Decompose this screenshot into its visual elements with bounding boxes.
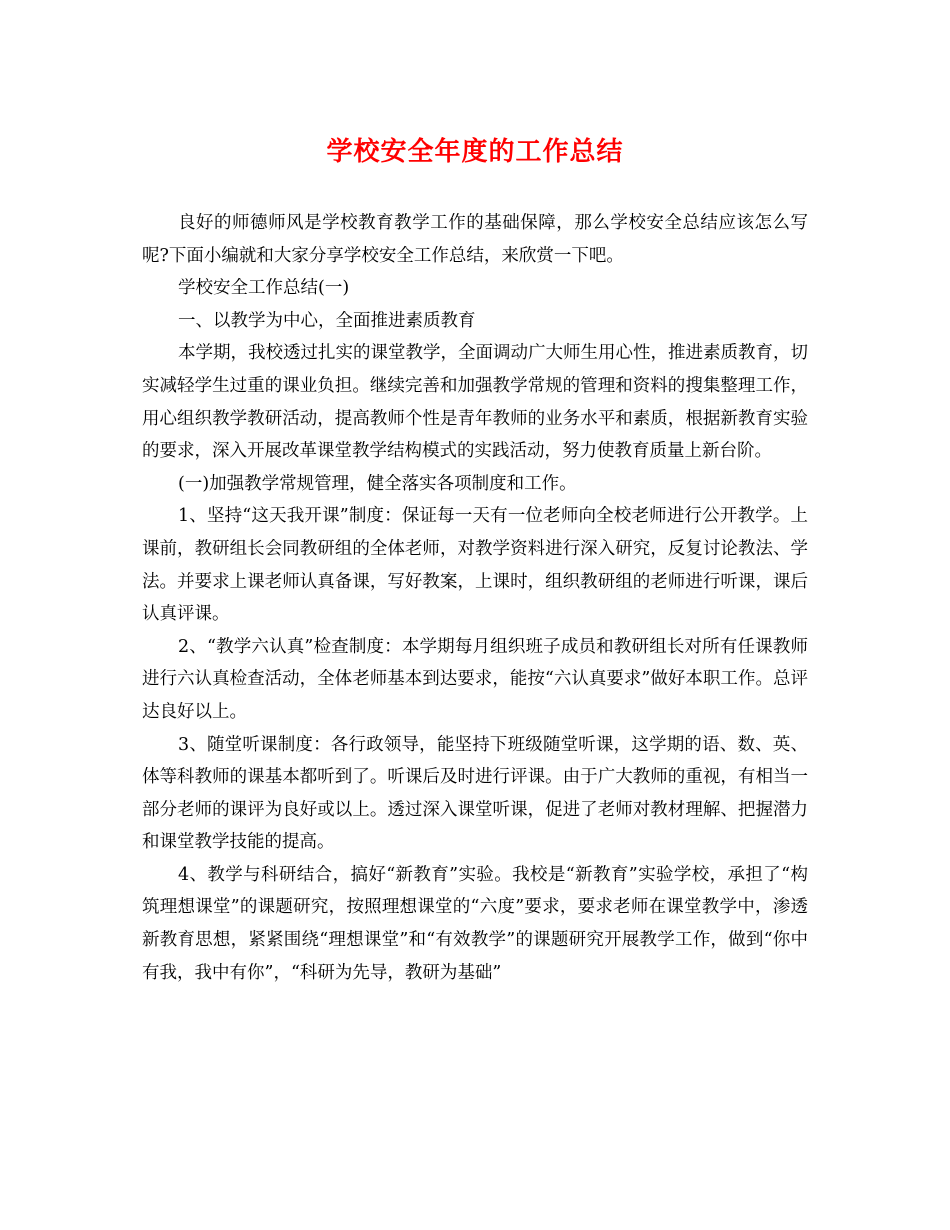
section-heading: 学校安全工作总结(一) xyxy=(178,278,350,299)
intro-paragraph: 良好的师德师风是学校教育教学工作的基础保障，那么学校安全总结应该怎么写呢?下面小编就和大家分享学校安全工作总结，来欣赏一下吧。 xyxy=(142,213,808,266)
list-item: 2、“教学六认真”检查制度：本学期每月组织班子成员和教研组长对所有任课教师进行六认真检查活动，全体老师基本到达要求，能按“六认真要求”做好本职工作。总评达良好以上。 xyxy=(142,636,808,722)
list-item: 1、坚持“这天我开课”制度：保证每一天有一位老师向全校老师进行公开教学。上课前，教研组长会同教研组的全体老师，对教学资料进行深入研究，反复讨论教法、学法。并要求上课老师认真备课，写好教案，上课时，组织教研组的老师进行听课，课后认真评课。 xyxy=(142,506,808,625)
list-item: 3、随堂听课制度：各行政领导，能坚持下班级随堂听课，这学期的语、数、英、体等科教师的课基本都听到了。听课后及时进行评课。由于广大教师的重视，有相当一部分老师的课评为良好或以上。透过深入课堂听课，促进了老师对教材理解、把握潜力和课堂教学技能的提高。 xyxy=(142,734,808,853)
document-title: 学校安全年度的工作总结 xyxy=(326,137,624,167)
subsection-heading: 一、以教学为中心，全面推进素质教育 xyxy=(178,310,476,331)
document-body xyxy=(142,207,808,989)
subsection-heading: (一)加强教学常规管理，健全落实各项制度和工作。 xyxy=(178,473,577,494)
body-paragraph: 本学期，我校透过扎实的课堂教学，全面调动广大师生用心性，推进素质教育，切实减轻学生过重的课业负担。继续完善和加强教学常规的管理和资料的搜集整理工作，用心组织教学教研活动，提高教师个性是青年教师的业务水平和素质，根据新教育实验的要求，深入开展改革课堂教学结构模式的实践活动，努力使教育质量上新台阶。 xyxy=(142,343,808,462)
list-item: 4、教学与科研结合，搞好“新教育”实验。我校是“新教育”实验学校，承担了“构筑理想课堂”的课题研究，按照理想课堂的“六度”要求，要求老师在课堂教学中，渗透新教育思想，紧紧围绕“理想课堂”和“有效教学”的课题研究开展教学工作，做到“你中有我，我中有你”，“科研为先导，教研为基础” xyxy=(142,864,808,983)
